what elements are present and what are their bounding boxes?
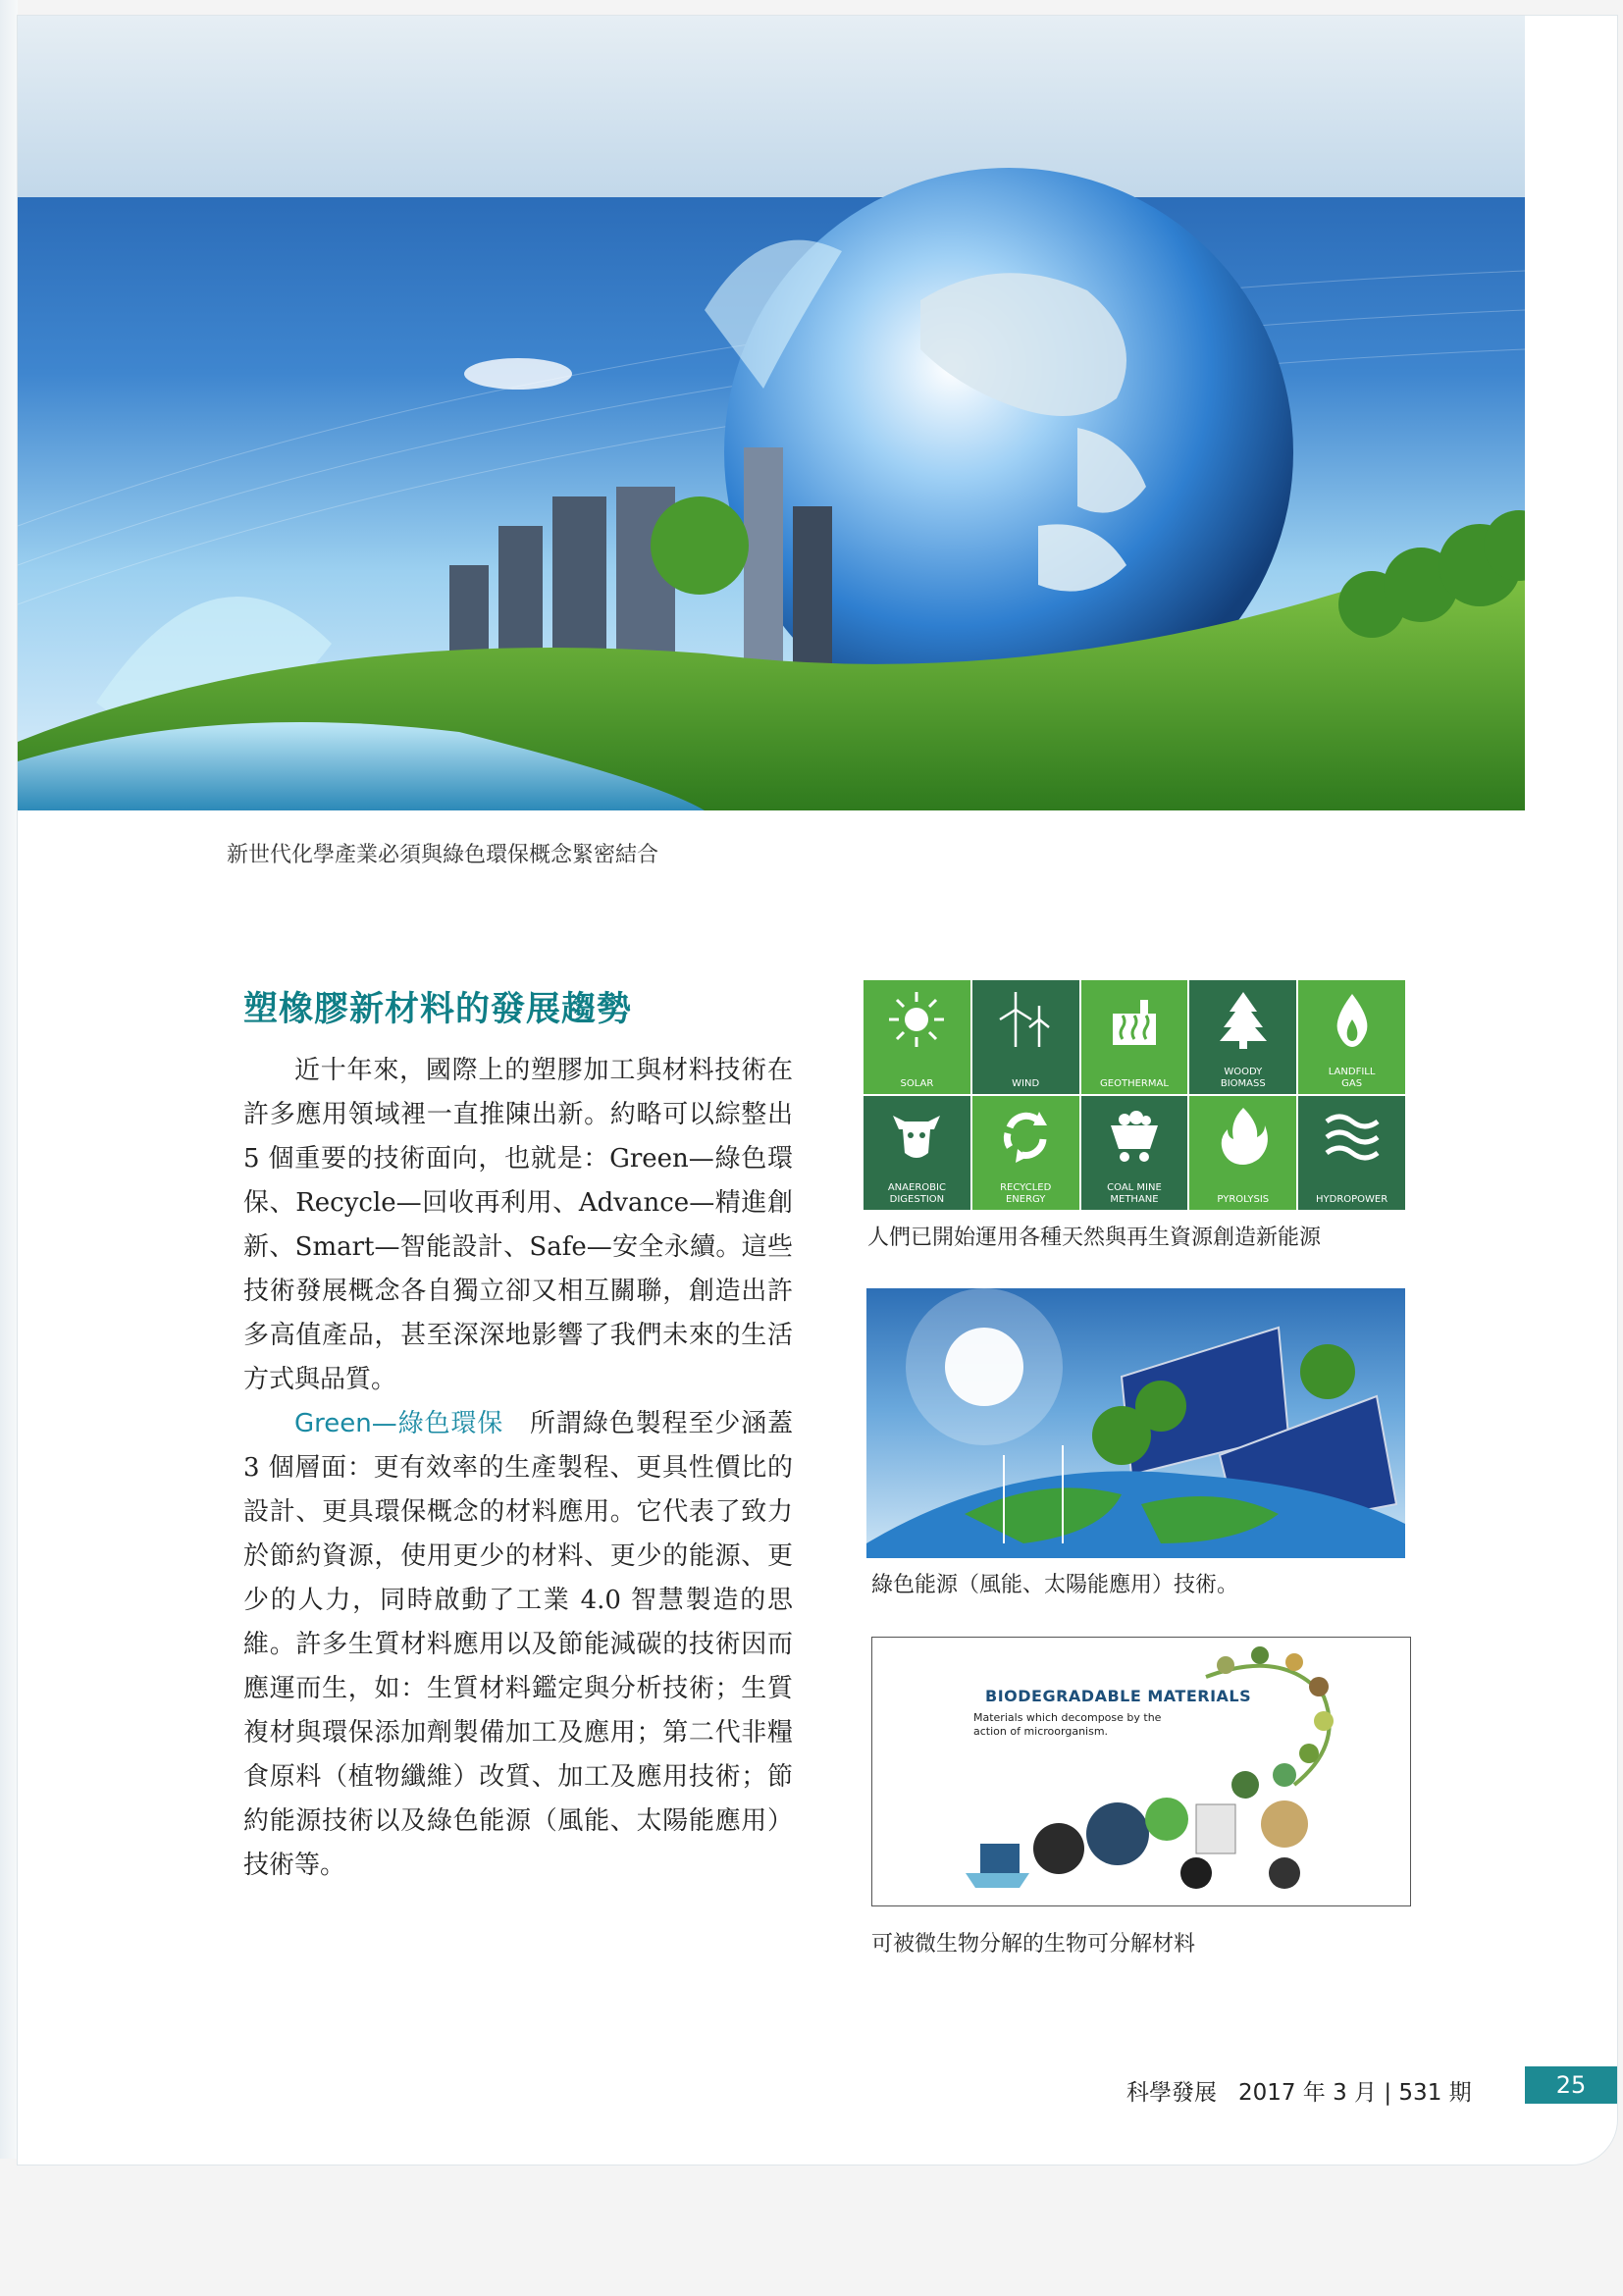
geothermal-icon bbox=[1105, 990, 1164, 1049]
renewable-energy-grid bbox=[864, 980, 1405, 1210]
tile-hydropower bbox=[1298, 1096, 1405, 1210]
hero-caption: 新世代化學產業必須與綠色環保概念緊密結合 bbox=[227, 843, 659, 867]
magazine-page bbox=[18, 16, 1617, 2165]
waves-icon bbox=[1323, 1106, 1382, 1165]
tile-label: RECYCLED ENERGY bbox=[1000, 1182, 1052, 1205]
sun-icon bbox=[887, 990, 946, 1049]
wind-turbine-icon bbox=[996, 990, 1055, 1049]
page-number: 25 bbox=[1525, 2066, 1617, 2104]
fire-icon bbox=[1214, 1106, 1273, 1165]
tile-coal-mine-methane bbox=[1081, 1096, 1188, 1210]
recycle-icon bbox=[996, 1106, 1055, 1165]
paragraph-green-text: 所謂綠色製程至少涵蓋 3 個層面：更有效率的生產製程、更具性價比的設計、更具環保概念的材料應用。它代表了致力於節約資源，使用更少的材料、更少的能源、更少的人力，同時啟動了工業 4.0 智慧製造的思維。許多生質材料應用以及節能減碳的技術因而應運而生，如：生質材料鑑定與分析技術；生質複材與環保添加劑製備加工及應用；第二代非糧食原料（植物纖維）改質、加工及應用技術；節約能源技術以及綠色能源（風能、太陽能應用）技術等。 bbox=[243, 1409, 793, 1880]
energy-grid-caption: 人們已開始運用各種天然與再生資源創造新能源 bbox=[867, 1226, 1322, 1250]
biodegradable-illustration bbox=[872, 1638, 1410, 1905]
biodegradable-materials-figure bbox=[871, 1637, 1411, 1906]
tile-label: WIND bbox=[1012, 1078, 1040, 1089]
tile-label: WOODY BIOMASS bbox=[1220, 1067, 1266, 1089]
solar-panel-photo bbox=[866, 1288, 1405, 1558]
footer-divider: | bbox=[1384, 2080, 1392, 2106]
page-footer bbox=[1126, 2074, 1472, 2107]
tile-recycled-energy bbox=[972, 1096, 1079, 1210]
tile-anaerobic-digestion bbox=[864, 1096, 970, 1210]
tile-label: COAL MINE METHANE bbox=[1107, 1182, 1162, 1205]
cow-icon bbox=[887, 1106, 946, 1165]
green-keyword: Green—綠色環保 bbox=[294, 1409, 504, 1438]
issue-number: 531 期 bbox=[1398, 2080, 1472, 2106]
tile-solar bbox=[864, 980, 970, 1094]
biodegradable-title: BIODEGRADABLE MATERIALS bbox=[985, 1687, 1252, 1705]
article-heading: 塑橡膠新材料的發展趨勢 bbox=[243, 990, 633, 1029]
tile-woody-biomass bbox=[1189, 980, 1296, 1094]
tile-wind bbox=[972, 980, 1079, 1094]
tile-label: ANAEROBIC DIGESTION bbox=[887, 1182, 946, 1205]
hero-scene bbox=[18, 16, 1525, 810]
tile-label: PYROLYSIS bbox=[1217, 1194, 1270, 1205]
tile-landfill-gas bbox=[1298, 980, 1405, 1094]
paragraph-green bbox=[243, 1402, 793, 1888]
page-left-edge bbox=[0, 0, 18, 2159]
biodegradable-caption: 可被微生物分解的生物可分解材料 bbox=[871, 1932, 1196, 1957]
article-body bbox=[243, 1049, 793, 1888]
tile-label: LANDFILL GAS bbox=[1328, 1067, 1376, 1089]
tile-pyrolysis bbox=[1189, 1096, 1296, 1210]
issue-date: 2017 年 3 月 bbox=[1237, 2080, 1378, 2106]
biodegradable-subtitle: Materials which decompose by the action of microorganism. bbox=[973, 1711, 1162, 1738]
solar-photo-caption: 綠色能源（風能、太陽能應用）技術。 bbox=[871, 1573, 1239, 1597]
tree-icon bbox=[1214, 990, 1273, 1049]
tile-label: HYDROPOWER bbox=[1315, 1194, 1388, 1205]
magazine-name: 科學發展 bbox=[1126, 2080, 1217, 2106]
paragraph-intro: 近十年來，國際上的塑膠加工與材料技術在許多應用領域裡一直推陳出新。約略可以綜整出 5 個重要的技術面向，也就是：Green—綠色環保、Recycle—回收再利用、Advance—精進創新、Smart—智能設計、Safe—安全永續。這些技術發展概念各自獨立卻又相互關聯，創造出許多高值產品，甚至深深地影響了我們未來的生活方式與品質。 bbox=[243, 1056, 793, 1394]
tile-label: GEOTHERMAL bbox=[1100, 1078, 1169, 1089]
solar-scene bbox=[866, 1288, 1405, 1558]
flame-drop-icon bbox=[1323, 990, 1382, 1049]
hero-illustration bbox=[18, 16, 1525, 810]
tile-geothermal bbox=[1081, 980, 1188, 1094]
tile-label: SOLAR bbox=[900, 1078, 934, 1089]
mine-cart-icon bbox=[1105, 1106, 1164, 1165]
